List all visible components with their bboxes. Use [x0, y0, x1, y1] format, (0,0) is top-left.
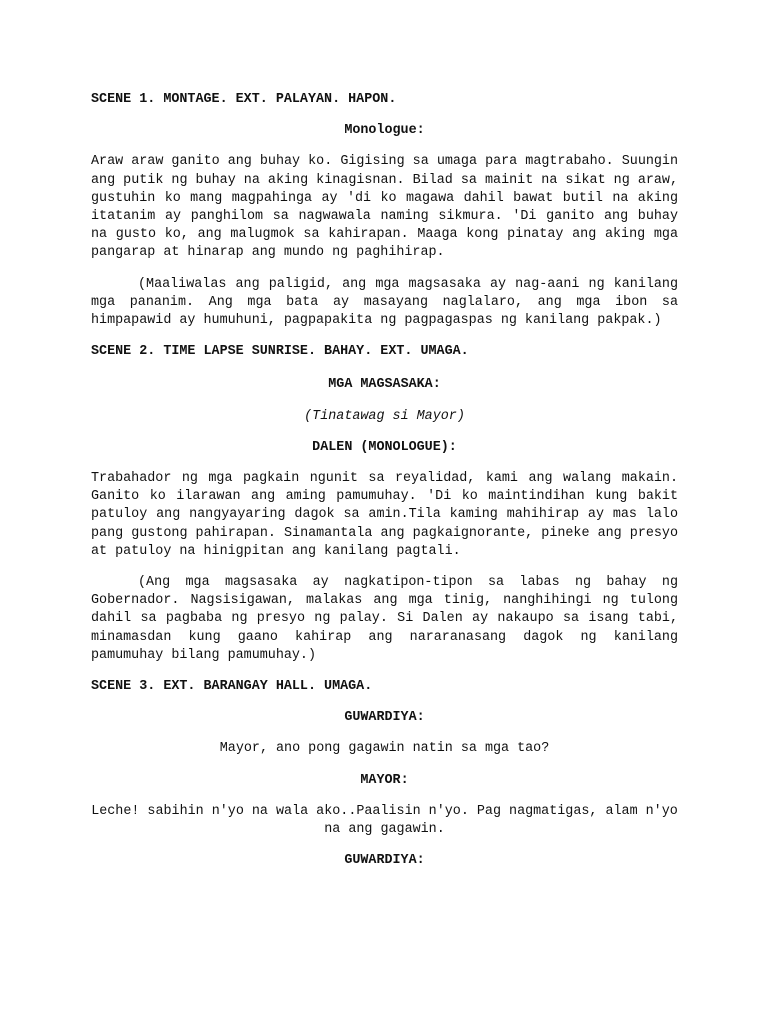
- scene-1-character: Monologue:: [344, 123, 425, 139]
- scene-3-character-1: GUWARDIYA:: [344, 710, 425, 726]
- scene-1-action: (Maaliwalas ang paligid, ang mga magsasaka ay nag-aani ng kanilang mga pananim. Ang mga bata ay masayang naglalaro, ang mga ibon sa himpapawid ay humuhuni, pagpapakita ng pagpagaspas ng kanilang pakpak.): [91, 276, 678, 329]
- scene-1-monologue: Araw araw ganito ang buhay ko. Gigising sa umaga para magtrabaho. Suungin ang putik ng buhay na aking kinagisnan. Bilad sa mainit na sikat ng araw, gustuhin ko mang magpahinga ay 'di ko magawa dahil bawat butil na aking itatanim ay panghilom sa nagwawala naming sikmura. 'Di ganito ang buhay na gusto ko, ang malugmok sa kahirapan. Maaga kong pinatay ang aking mga pangarap at hinarap ang mundo ng paghihirap.: [91, 154, 678, 261]
- scene-3-heading: SCENE 3. EXT. BARANGAY HALL. UMAGA.: [91, 679, 373, 695]
- scene-2-character-2: DALEN (MONOLOGUE):: [312, 439, 457, 455]
- scene-2-monologue: Trabahador ng mga pagkain ngunit sa reyalidad, kami ang walang makain. Ganito ko ilarawan ang aming pamumuhay. 'Di ko maintindihan kung bakit patuloy ang nangyayaring dagok sa amin.Tila kaming mahihirap ay mas lalo pang gustong pahirapan. Sinamantala ang pagkaignorante, pineke ang presyo at patuloy na hinigpitan ang kanilang pagtali.: [91, 471, 678, 559]
- scene-3-character-2: MAYOR:: [360, 772, 409, 788]
- scene-2-heading: SCENE 2. TIME LAPSE SUNRISE. BAHAY. EXT. UMAGA.: [91, 344, 469, 360]
- scene-3-dialogue-1: Mayor, ano pong gagawin natin sa mga tao?: [219, 741, 550, 757]
- screenplay-body: [91, 91, 678, 871]
- scene-1-heading: SCENE 1. MONTAGE. EXT. PALAYAN. HAPON.: [91, 92, 397, 107]
- scene-3-character-3: GUWARDIYA:: [344, 853, 425, 869]
- scene-2-parenthetical: (Tinatawag si Mayor): [304, 408, 465, 424]
- scene-2-action: (Ang mga magsasaka ay nagkatipon-tipon sa labas ng bahay ng Gobernador. Nagsisigawan, malakas ang mga tinig, nanghihingi ng tulong dahil sa pagbaba ng presyo ng palay. Si Dalen ay nakaupo sa isang tabi, minamasdan kung gaano kahirap ang nararanasang dagok ng kanilang pamumuhay bilang pamumuhay.): [91, 575, 678, 663]
- scene-2-character-1: MGA MAGSASAKA:: [328, 377, 441, 393]
- scene-3-dialogue-2: Leche! sabihin n'yo na wala ako..Paalisin n'yo. Pag nagmatigas, alam n'yo na ang gagawin.: [91, 803, 678, 838]
